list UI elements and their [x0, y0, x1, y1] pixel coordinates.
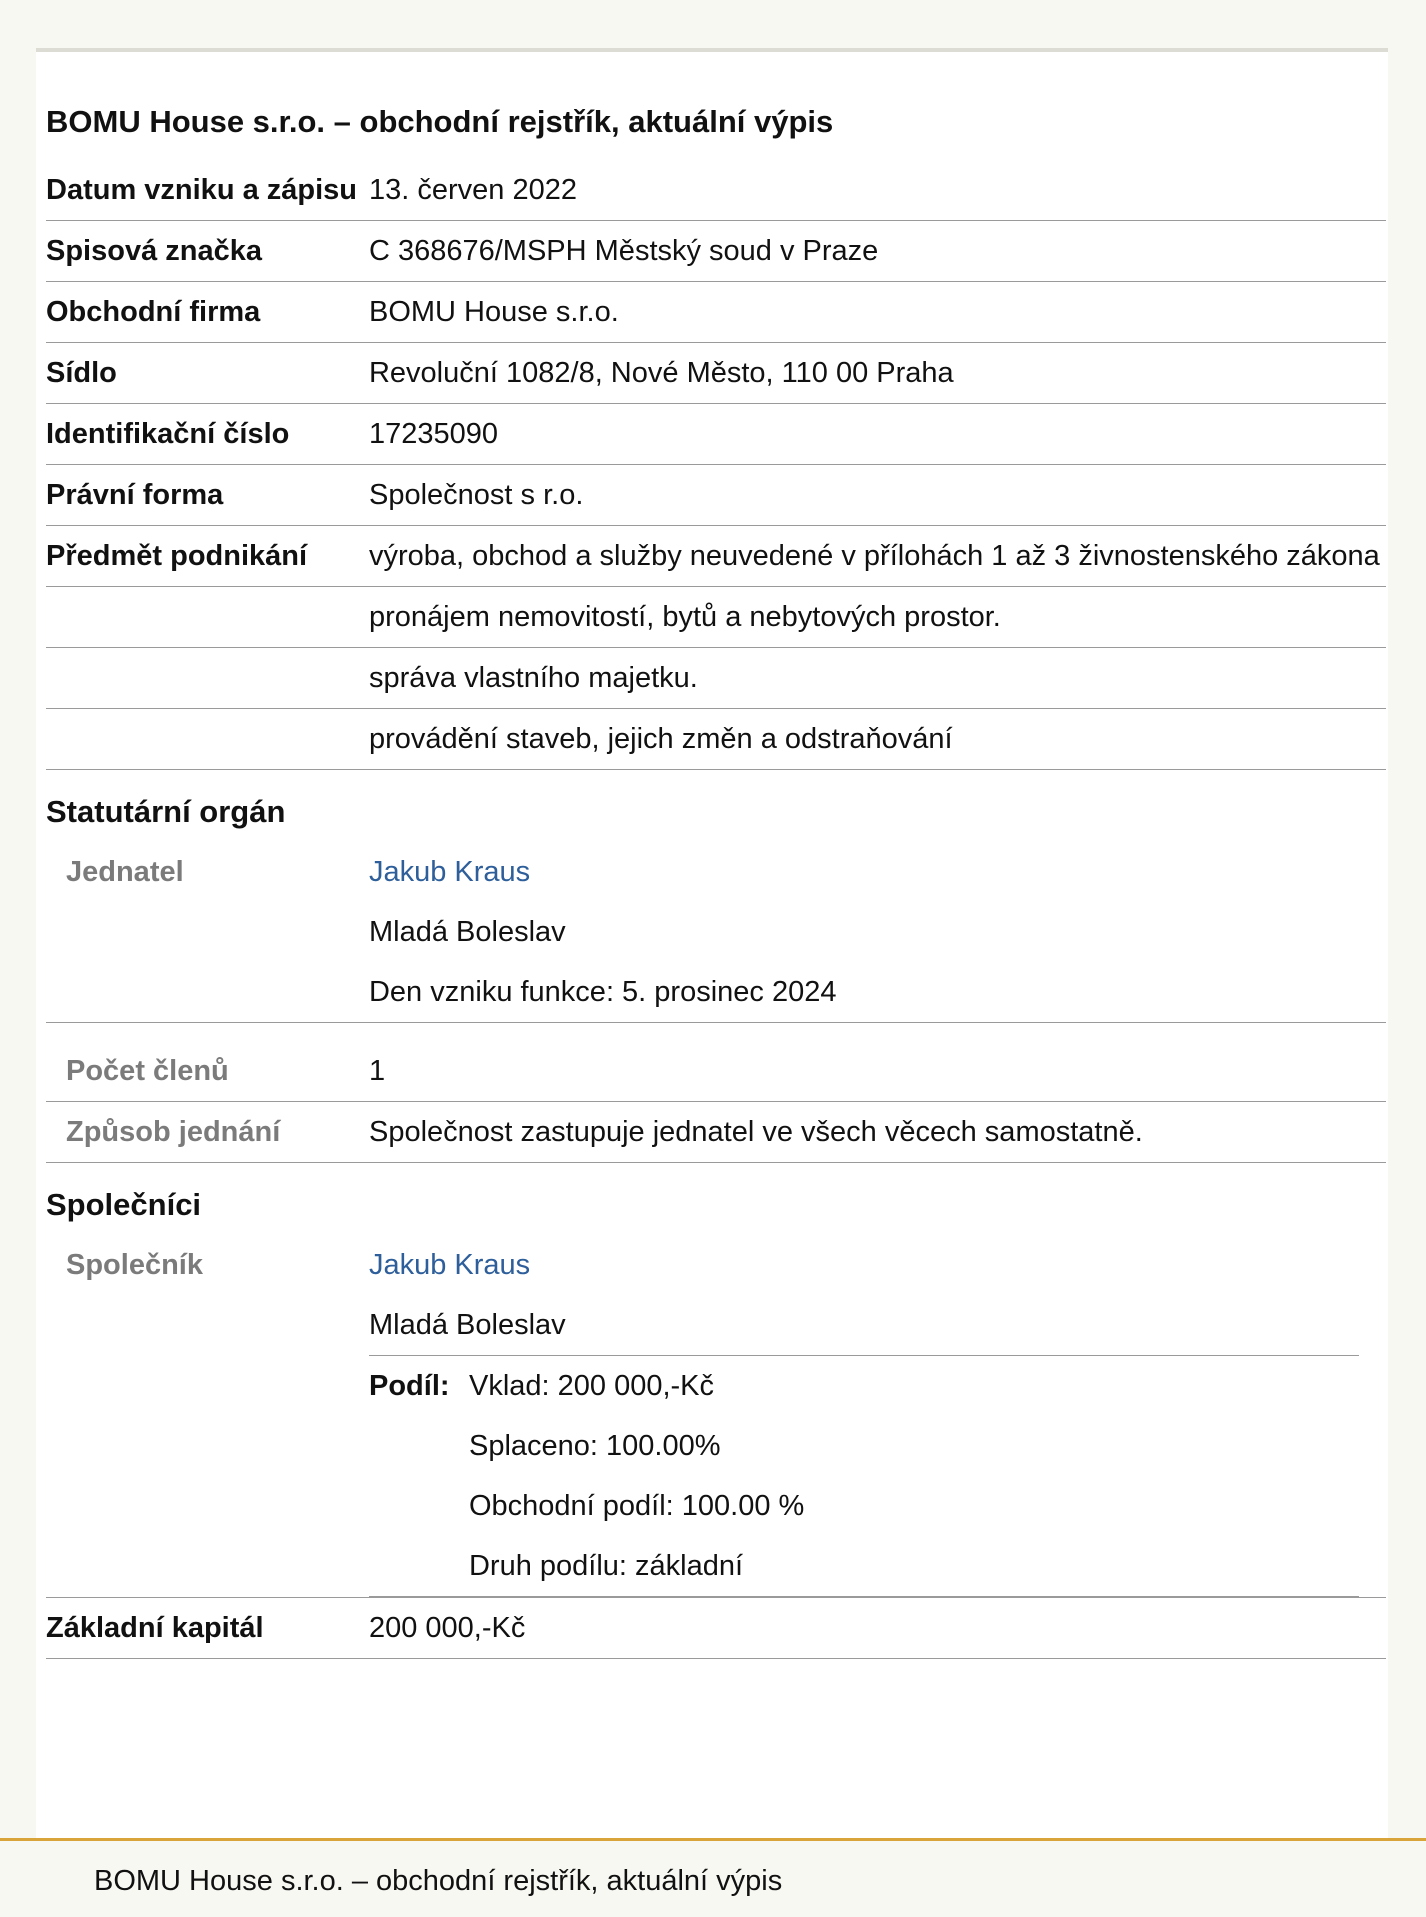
share-values: [469, 1356, 1359, 1597]
row-predmet-podnikani: [46, 709, 1386, 770]
label-ico: Identifikační číslo: [46, 404, 369, 465]
vklad: Vklad: 200 000,-Kč: [468, 1370, 715, 1402]
predmet-item: výroba, obchod a služby neuvedené v přílohách 1 až 3 živnostenského zákona: [369, 526, 1386, 587]
value-zpusob-jednani: Společnost zastupuje jednatel ve všech věcech samostatně.: [369, 1102, 1386, 1163]
row-zakladni-kapital: [46, 1598, 1386, 1659]
label-zakladni-kapital: Základní kapitál: [46, 1598, 369, 1659]
label-pocet-clenu: Počet členů: [46, 1023, 369, 1102]
jednatel-since: Den vzniku funkce: 5. prosinec 2024: [368, 976, 837, 1008]
value-sidlo: Revoluční 1082/8, Nové Město, 110 00 Praha: [369, 343, 1386, 404]
row-obchodni-firma: [46, 282, 1386, 343]
value-datum-vzniku: 13. červen 2022: [369, 160, 1386, 221]
row-sidlo: [46, 343, 1386, 404]
label-datum-vzniku: Datum vzniku a zápisu: [46, 160, 369, 221]
spolecnik-details: [369, 1235, 1386, 1598]
row-predmet-podnikani: [46, 648, 1386, 709]
row-jednatel: [46, 842, 1386, 1023]
section-heading: Společníci: [46, 1187, 202, 1222]
obchodni-podil: Obchodní podíl: 100.00 %: [468, 1490, 805, 1522]
spolecnik-city: Mladá Boleslav: [368, 1309, 566, 1341]
label-pravni-forma: Právní forma: [46, 465, 369, 526]
register-extract: [36, 48, 1388, 1842]
row-predmet-podnikani: [46, 587, 1386, 648]
value-pocet-clenu: 1: [369, 1023, 1386, 1102]
row-zpusob-jednani: [46, 1102, 1386, 1163]
label-sidlo: Sídlo: [46, 343, 369, 404]
row-datum-vzniku: [46, 160, 1386, 221]
row-pravni-forma: [46, 465, 1386, 526]
podil-label: Podíl:: [369, 1356, 469, 1597]
value-ico: 17235090: [369, 404, 1386, 465]
register-table: [46, 160, 1386, 1659]
value-zakladni-kapital: 200 000,-Kč: [369, 1598, 1386, 1659]
label-zpusob-jednani: Způsob jednání: [46, 1102, 369, 1163]
section-statutarni-organ: [46, 770, 1386, 843]
druh-podilu: Druh podílu: základní: [468, 1550, 744, 1582]
footer: [0, 1838, 1426, 1917]
jednatel-city: Mladá Boleslav: [368, 916, 566, 948]
section-heading: Statutární orgán: [46, 794, 286, 829]
value-obchodni-firma: BOMU House s.r.o.: [369, 282, 1386, 343]
row-ico: [46, 404, 1386, 465]
share-table: [369, 1355, 1359, 1597]
label-jednatel: Jednatel: [46, 842, 369, 1023]
row-pocet-clenu: [46, 1023, 1386, 1102]
label-obchodni-firma: Obchodní firma: [46, 282, 369, 343]
row-spisova-znacka: [46, 221, 1386, 282]
row-predmet-podnikani: [46, 526, 1386, 587]
row-spolecnik: [46, 1235, 1386, 1598]
value-spisova-znacka: C 368676/MSPH Městský soud v Praze: [369, 221, 1386, 282]
predmet-item: provádění staveb, jejich změn a odstraňování: [369, 709, 1386, 770]
label-spisova-znacka: Spisová značka: [46, 221, 369, 282]
jednatel-name-link[interactable]: Jakub Kraus: [368, 856, 531, 888]
page-title: BOMU House s.r.o. – obchodní rejstřík, aktuální výpis: [46, 104, 834, 139]
predmet-item: pronájem nemovitostí, bytů a nebytových prostor.: [369, 587, 1386, 648]
value-pravni-forma: Společnost s r.o.: [369, 465, 1386, 526]
spolecnik-name-link[interactable]: Jakub Kraus: [368, 1249, 531, 1281]
predmet-item: správa vlastního majetku.: [369, 648, 1386, 709]
footer-text: BOMU House s.r.o. – obchodní rejstřík, aktuální výpis: [94, 1865, 783, 1897]
label-spolecnik: Společník: [46, 1235, 369, 1598]
jednatel-details: [369, 842, 1386, 1023]
label-predmet-podnikani: Předmět podnikání: [46, 526, 369, 587]
splaceno: Splaceno: 100.00%: [468, 1430, 721, 1462]
section-spolecnici: [46, 1163, 1386, 1236]
